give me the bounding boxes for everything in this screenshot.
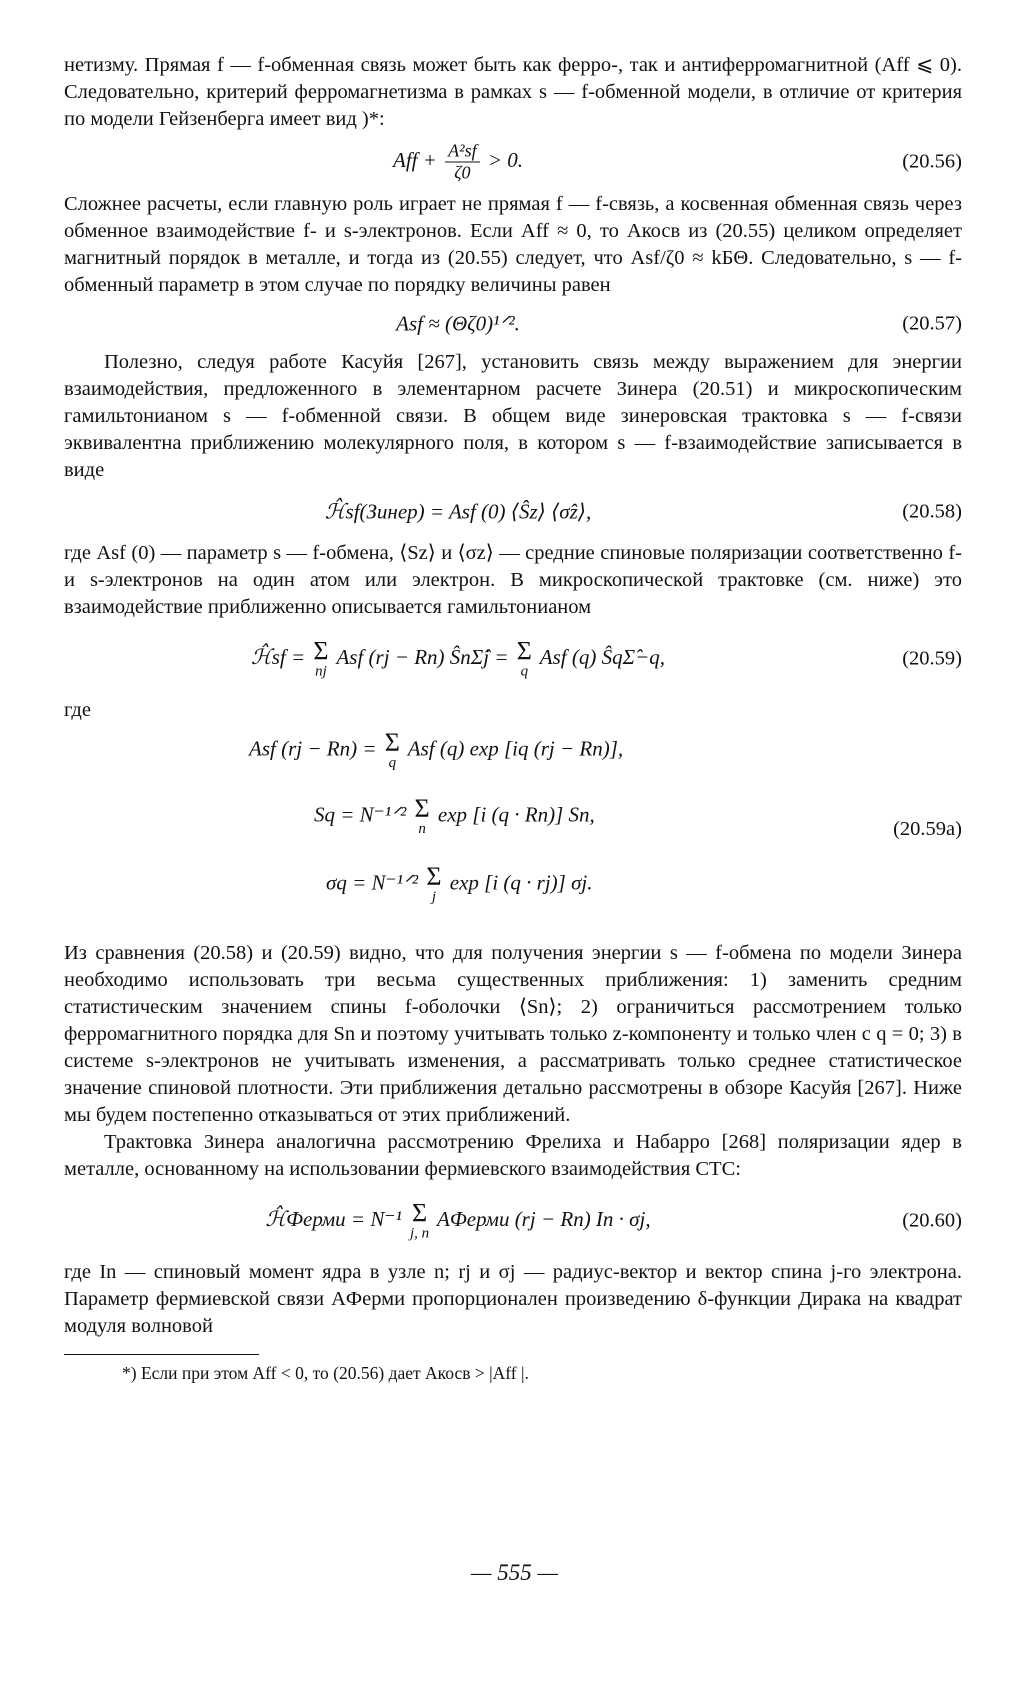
eq-term: σq = N⁻¹ᐟ²	[326, 870, 419, 895]
eq-term: Asf (rj − Rn) ŜnΣ̂j =	[336, 644, 509, 669]
equation-20-58	[64, 486, 962, 538]
equation-number: (20.58)	[902, 500, 962, 523]
eq-line	[249, 730, 623, 771]
equation-number: (20.59)	[902, 647, 962, 670]
equation-20-60	[64, 1185, 962, 1257]
eq-term: Sq = N⁻¹ᐟ²	[314, 802, 407, 827]
fraction-denominator: ζ0	[454, 162, 471, 183]
eq-term: exp [i (q · rj)] σj.	[449, 870, 593, 895]
eq-term: Asf (q) exp [iq (rj − Rn)],	[407, 736, 624, 761]
sum-sign	[415, 796, 430, 837]
page-content	[64, 52, 962, 1385]
paragraph: Трактовка Зинера аналогична рассмотрению Фрелиха и Набарро [268] поляризации ядер в металле, основанному на использовании фермиевского взаимодействия СТС:	[64, 1131, 962, 1180]
fraction	[445, 141, 479, 184]
paragraph: нетизму. Прямая f — f-обменная связь может быть как ферро-, так и антиферромагнитной (Aff ⩽ 0). Следовательно, критерий ферромагнетизма в рамках s — f-обменной модели, в отличие от критерия по модели Гейзенберга имеет вид )*:	[64, 54, 962, 130]
equation-20-56	[64, 135, 962, 189]
eq-term: ℋ̂Ферми = N⁻¹	[265, 1206, 402, 1231]
eq-line	[326, 864, 593, 905]
sum-index: nj	[315, 663, 327, 680]
equation-number: (20.60)	[902, 1209, 962, 1232]
sigma-symbol: Σ	[414, 794, 430, 823]
eq-term: Asf (q) ŜqΣ̂−q,	[539, 644, 665, 669]
paragraph: где In — спиновый момент ядра в узле n; rj и σj — радиус-вектор и вектор спина j-го электрона. Параметр фермиевской связи AФерми пропорционален произведению δ-функции Дирака на квадрат модуля волновой	[64, 1261, 962, 1337]
equation-number: (20.57)	[902, 312, 962, 335]
eq-term: Asf (rj − Rn) =	[249, 736, 377, 761]
paragraph: Сложнее расчеты, если главную роль играет не прямая f — f-связь, а косвенная обменная связь через обменное взаимодействие f- и s-электронов. Если Aff ≈ 0, то Aкосв из (20.55) целиком определяет магнитный порядок в металле, и тогда из (20.55) следует, что Asf/ζ0 ≈ kБΘ. Следовательно, s — f-обменный параметр в этом случае по порядку величины равен	[64, 193, 962, 296]
footnote-divider	[64, 1354, 259, 1355]
equation-number: (20.59a)	[893, 818, 962, 840]
sigma-symbol: Σ	[516, 636, 532, 666]
eq-body: Asf ≈ (Θζ0)¹ᐟ².	[396, 311, 520, 336]
sigma-symbol: Σ	[384, 728, 400, 757]
sum-index: n	[418, 821, 426, 837]
sum-index: q	[520, 663, 529, 680]
eq-term: AФерми (rj − Rn) In · σj,	[437, 1206, 651, 1231]
paragraph: Из сравнения (20.58) и (20.59) видно, что для получения энергии s — f-обмена по модели Зинера необходимо использовать три весьма существенных приближения: 1) заменить средним статистическим значением спины f-оболочки ⟨Sn⟩; 2) ограничиться рассмотрением только ферромагнитного порядка для Sn и поэтому учитывать только z-компоненту и только член с q = 0; 3) в системе s-электронов не учитывать изменения, а рассматривать только среднее статистическое значение спиновой плотности. Эти приближения детально рассмотрены в обзоре Касуйя [267]. Ниже мы будем постепенно отказываться от этих приближений.	[64, 942, 962, 1126]
sum-index: j, n	[410, 1225, 430, 1242]
eq-term: Aff +	[393, 147, 437, 172]
sigma-symbol: Σ	[313, 636, 329, 666]
sum-index: q	[388, 755, 397, 771]
equation-20-59a	[64, 730, 962, 930]
sum-sign	[313, 636, 329, 680]
equation-number: (20.56)	[902, 150, 962, 173]
sum-sign	[516, 636, 532, 680]
paragraph: где	[64, 699, 91, 721]
equation-20-59	[64, 623, 962, 695]
eq-term: ℋ̂sf =	[250, 644, 306, 669]
eq-body: ℋ̂sf(Зинер) = Asf (0) ⟨Ŝz⟩ ⟨σ̂z⟩,	[324, 499, 592, 524]
sigma-symbol: Σ	[426, 862, 442, 891]
fraction-numerator: A²sf	[445, 141, 479, 163]
eq-line	[314, 796, 595, 837]
paragraph: Полезно, следуя работе Касуйя [267], установить связь между выражением для энергии взаимодействия, предложенного в элементарном расчете Зинера (20.51) и микроскопическим гамильтонианом s — f-обменной связи. В общем виде зинеровская трактовка s — f-связи эквивалентна приближению молекулярного поля, в котором s — f-взаимодействие записывается в виде	[64, 351, 962, 481]
equation-20-57	[64, 301, 962, 347]
sum-sign	[385, 730, 400, 771]
page-number: — 555 —	[471, 1560, 558, 1585]
paragraph: где Asf (0) — параметр s — f-обмена, ⟨Sz⟩ и ⟨σz⟩ — средние спиновые поляризации соответственно f- и s-электронов на один атом или электрон. В микроскопической трактовке (см. ниже) это взаимодействие приближенно описывается гамильтонианом	[64, 542, 962, 618]
eq-term: > 0.	[487, 147, 523, 172]
sum-sign	[410, 1198, 430, 1242]
sum-index: j	[431, 889, 437, 905]
sum-sign	[426, 864, 441, 905]
sigma-symbol: Σ	[412, 1198, 428, 1228]
eq-term: exp [i (q · Rn)] Sn,	[437, 802, 595, 827]
footnote: *) Если при этом Aff < 0, то (20.56) дает Aкосв > |Aff |.	[122, 1363, 529, 1383]
